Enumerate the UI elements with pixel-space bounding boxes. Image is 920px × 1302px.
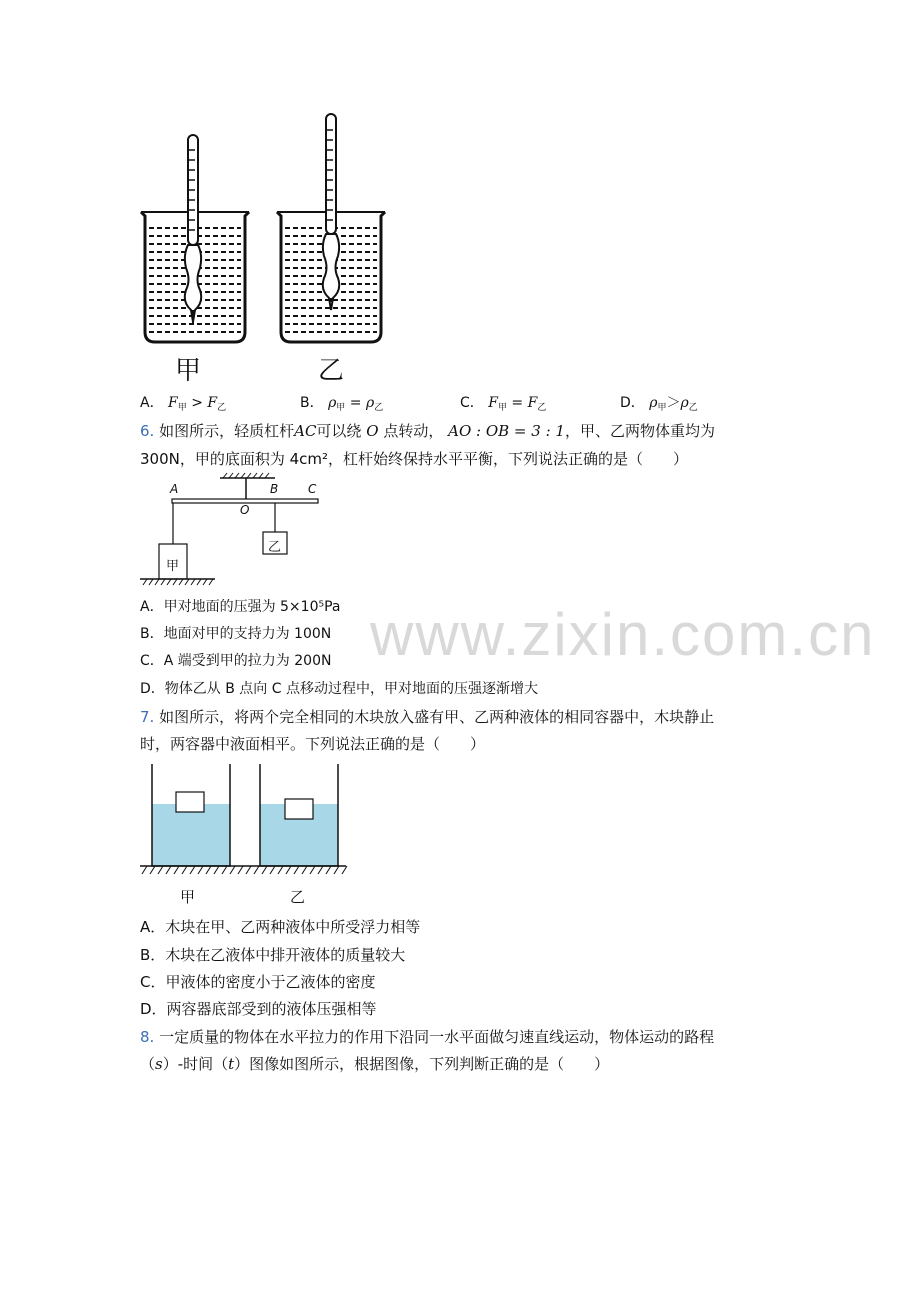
lever-figure — [135, 472, 335, 592]
lever-block-jia: 甲 — [166, 559, 180, 574]
q6-number: 6. — [140, 422, 155, 440]
q5-option-b[interactable]: B． $\rho_甲 = \rho_乙$ — [300, 395, 384, 413]
q7-stem-line2: 时，两容器中液面相平。下列说法正确的是（ ） — [140, 735, 486, 753]
q7-stem-line1: 7. 如图所示，将两个完全相同的木块放入盛有甲、乙两种液体的相同容器中，木块静止 — [140, 708, 715, 726]
hydrometer-yi — [323, 114, 339, 310]
q5-option-d[interactable]: D． $\rho_甲>\rho_乙$ — [620, 395, 698, 413]
label-yi: 乙 — [318, 356, 345, 386]
q8-stem-line1: 8. 一定质量的物体在水平拉力的作用下沿同一水平面做匀速直线运动，物体运动的路程 — [140, 1028, 715, 1046]
lever-point-b: B — [270, 482, 279, 496]
q5-option-a[interactable]: A． $F_甲 > F_乙$ — [140, 395, 227, 413]
q7-option-c[interactable]: C．甲液体的密度小于乙液体的密度 — [140, 973, 376, 991]
lever-point-c: C — [308, 482, 317, 496]
container-label-yi: 乙 — [290, 888, 306, 906]
hydrometer-figure — [135, 110, 395, 355]
q6-option-c[interactable]: C．A 端受到甲的拉力为 200N — [140, 653, 332, 669]
q7-option-b[interactable]: B．木块在乙液体中排开液体的质量较大 — [140, 946, 406, 964]
q6-stem-line1: 6. 如图所示，轻质杠杆AC可以绕 O 点转动， AO : OB = 3 : 1，甲、乙两物体重均为 — [140, 422, 715, 440]
q6-ratio: AO : OB = 3 : 1 — [448, 422, 565, 440]
q8-stem-line2: （s）-时间（t）图像如图所示，根据图像，下列判断正确的是（ ） — [140, 1055, 610, 1073]
q6-option-b[interactable]: B．地面对甲的支持力为 100N — [140, 626, 332, 642]
lever-point-a: A — [170, 482, 179, 496]
label-jia: 甲 — [175, 356, 202, 386]
container-label-jia: 甲 — [180, 888, 196, 906]
q7-option-a[interactable]: A．木块在甲、乙两种液体中所受浮力相等 — [140, 918, 421, 936]
q8-number: 8. — [140, 1028, 155, 1046]
q6-option-a[interactable]: A．甲对地面的压强为 5×10⁵Pa — [140, 599, 341, 615]
hydrometer-jia — [185, 135, 201, 325]
q7-number: 7. — [140, 708, 155, 726]
q5-option-c[interactable]: C． $F_甲 = F_乙$ — [460, 395, 547, 413]
watermark: www.zixin.com.cn — [370, 601, 876, 668]
q6-stem-line2: 300N，甲的底面积为 4cm²，杠杆始终保持水平平衡，下列说法正确的是（ ） — [140, 450, 689, 468]
lever-point-o: O — [240, 503, 250, 517]
containers-figure — [138, 762, 350, 880]
q6-option-d[interactable]: D．物体乙从 B 点向 C 点移动过程中，甲对地面的压强逐渐增大 — [140, 681, 538, 697]
lever-block-yi: 乙 — [268, 540, 282, 555]
q7-option-d[interactable]: D．两容器底部受到的液体压强相等 — [140, 1000, 377, 1018]
